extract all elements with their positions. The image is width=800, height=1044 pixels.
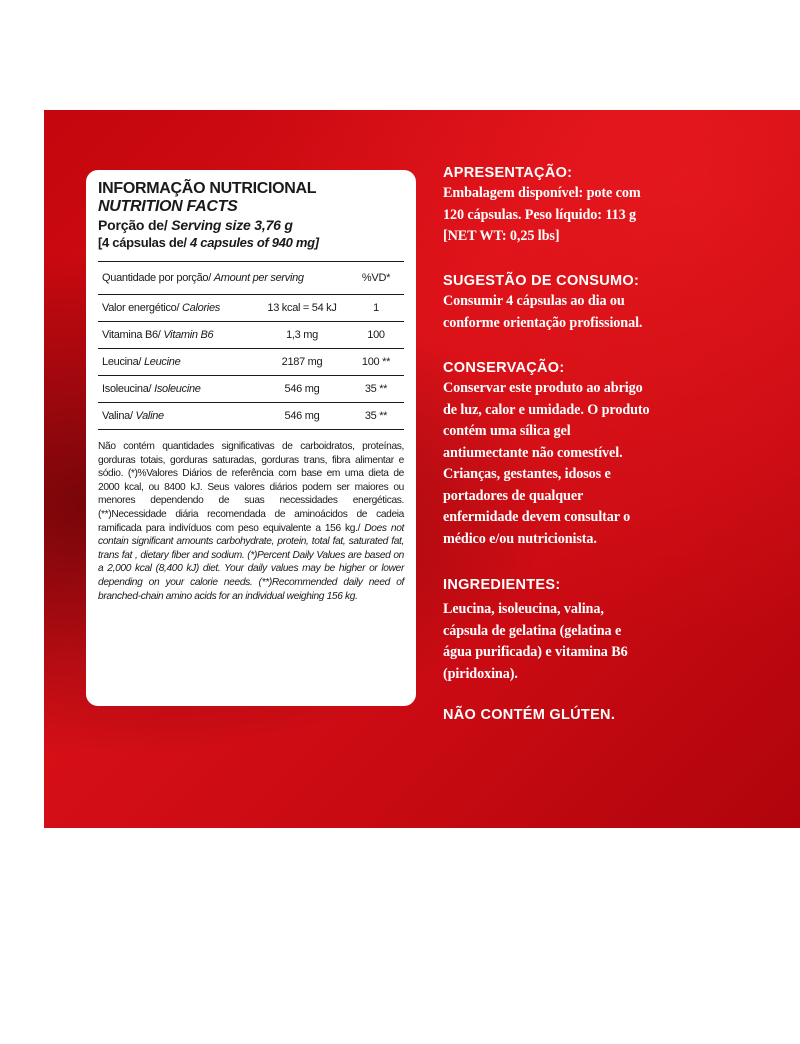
usage-section xyxy=(443,272,743,334)
nutrition-table xyxy=(98,261,404,430)
amount-header-en: Amount per serving xyxy=(213,272,304,284)
presentation-heading: APRESENTAÇÃO: xyxy=(443,165,573,181)
nutrient-vd: 100 xyxy=(367,329,385,341)
presentation-section xyxy=(443,164,743,248)
storage-line: de luz, calor e umidade. O produto xyxy=(443,401,650,418)
ingredients-heading: INGREDIENTES: xyxy=(443,577,561,593)
storage-line: Conservar este produto ao abrigo xyxy=(443,380,643,396)
serving-size-pt: Porção de/ xyxy=(98,217,168,233)
usage-line: Consumir 4 cápsulas ao dia ou xyxy=(443,293,625,309)
nutrient-vd: 35 ** xyxy=(364,383,388,395)
capsule-count-en: 4 capsules of 940 mg] xyxy=(190,235,319,250)
table-header xyxy=(98,262,404,295)
table-row xyxy=(98,322,404,349)
amount-per-serving-header xyxy=(98,272,348,284)
table-row xyxy=(98,349,404,376)
ingredients-line: cápsula de gelatina (gelatina e xyxy=(443,622,622,639)
nutrient-name-en: Valine xyxy=(135,410,164,422)
storage-section xyxy=(443,359,743,550)
usage-heading: SUGESTÃO DE CONSUMO: xyxy=(443,273,640,289)
gluten-section xyxy=(443,706,743,725)
nutrient-amount: 1,3 mg xyxy=(286,329,318,341)
nutrient-name xyxy=(98,383,256,395)
gluten-notice: NÃO CONTÉM GLÚTEN. xyxy=(443,707,616,723)
storage-line: médico e/ou nutricionista. xyxy=(443,530,597,547)
storage-line: enfermidade devem consultar o xyxy=(443,509,631,525)
storage-line: contém uma sílica gel xyxy=(443,423,571,439)
presentation-line: [NET WT: 0,25 lbs] xyxy=(443,228,560,244)
nutrient-name-pt: Valina/ xyxy=(102,410,133,422)
nutrient-name-pt: Isoleucina/ xyxy=(102,383,152,395)
storage-line: antiumectante não comestível. xyxy=(443,444,623,461)
ingredients-line: (piridoxina). xyxy=(443,665,518,682)
label-panel xyxy=(44,110,800,828)
serving-size xyxy=(98,216,404,234)
nutrient-name xyxy=(98,356,256,368)
nutrient-name-pt: Vitamina B6/ xyxy=(102,329,161,341)
ingredients-line: água purificada) e vitamina B6 xyxy=(443,644,628,660)
nutrition-footnote xyxy=(98,440,404,603)
nutrient-name-en: Leucine xyxy=(143,356,181,368)
nutrient-vd: 1 xyxy=(373,302,379,314)
nutrition-title: INFORMAÇÃO NUTRICIONAL xyxy=(98,180,317,197)
serving-size-en: Serving size 3,76 g xyxy=(171,217,293,233)
nutrition-subtitle: NUTRITION FACTS xyxy=(98,198,238,215)
amount-header-pt: Quantidade por porção/ xyxy=(102,272,211,284)
presentation-line: Embalagem disponível: pote com xyxy=(443,185,641,201)
footnote-pt: Não contém quantidades significativas de carboidratos, proteínas, gorduras totais, gorduras saturadas, gorduras trans, fibra alimentar e sódio. (*)%Valores Diários de referência com base em uma dieta de 2000 kcal, ou 8400 kJ. Seus valores diários podem ser maiores ou menores dependendo de suas necessidades energéticas. (**)Necessidade diária recomendada de aminoácidos de cadeia ramificada para indivíduos com peso equivalente a 156 kg./ xyxy=(98,441,404,534)
vd-header: %VD* xyxy=(361,272,391,284)
presentation-line: 120 cápsulas. Peso líquido: 113 g xyxy=(443,206,636,223)
nutrient-name xyxy=(98,302,256,314)
table-row xyxy=(98,403,404,430)
table-row xyxy=(98,376,404,403)
nutrient-amount: 546 mg xyxy=(284,410,320,422)
table-row xyxy=(98,295,404,322)
nutrient-amount: 13 kcal = 54 kJ xyxy=(267,302,337,314)
ingredients-section xyxy=(443,576,743,685)
storage-line: Crianças, gestantes, idosos e xyxy=(443,466,611,482)
capsule-count xyxy=(98,234,404,251)
footnote-en: Does not contain significant amounts carbohydrate, protein, total fat, saturated fat, trans fat , dietary fiber and sodium. (*)Percent Daily Values are based on a 2,000 kcal (8,400 kJ) diet. Your daily values may be higher or lower depending on your calorie needs. (**)Recommended daily need of branched-chain amino acids for an individual weighing 156 kg. xyxy=(98,522,404,602)
nutrient-vd: 100 ** xyxy=(361,356,391,368)
nutrient-name xyxy=(98,329,256,341)
nutrient-name-en: Calories xyxy=(182,302,220,314)
nutrient-name-pt: Valor energético/ xyxy=(102,302,180,314)
capsule-count-pt: [4 cápsulas de/ xyxy=(98,235,187,250)
nutrient-name-en: Isoleucine xyxy=(154,383,201,395)
usage-line: conforme orientação profissional. xyxy=(443,314,643,331)
storage-line: portadores de qualquer xyxy=(443,487,584,504)
nutrient-name-en: Vitamin B6 xyxy=(163,329,214,341)
ingredients-line: Leucina, isoleucina, valina, xyxy=(443,601,604,617)
nutrient-name xyxy=(98,410,256,422)
nutrition-facts-box xyxy=(86,170,416,706)
nutrient-amount: 2187 mg xyxy=(281,356,323,368)
nutrient-name-pt: Leucina/ xyxy=(102,356,142,368)
nutrient-amount: 546 mg xyxy=(284,383,320,395)
nutrient-vd: 35 ** xyxy=(364,410,388,422)
storage-heading: CONSERVAÇÃO: xyxy=(443,360,565,376)
